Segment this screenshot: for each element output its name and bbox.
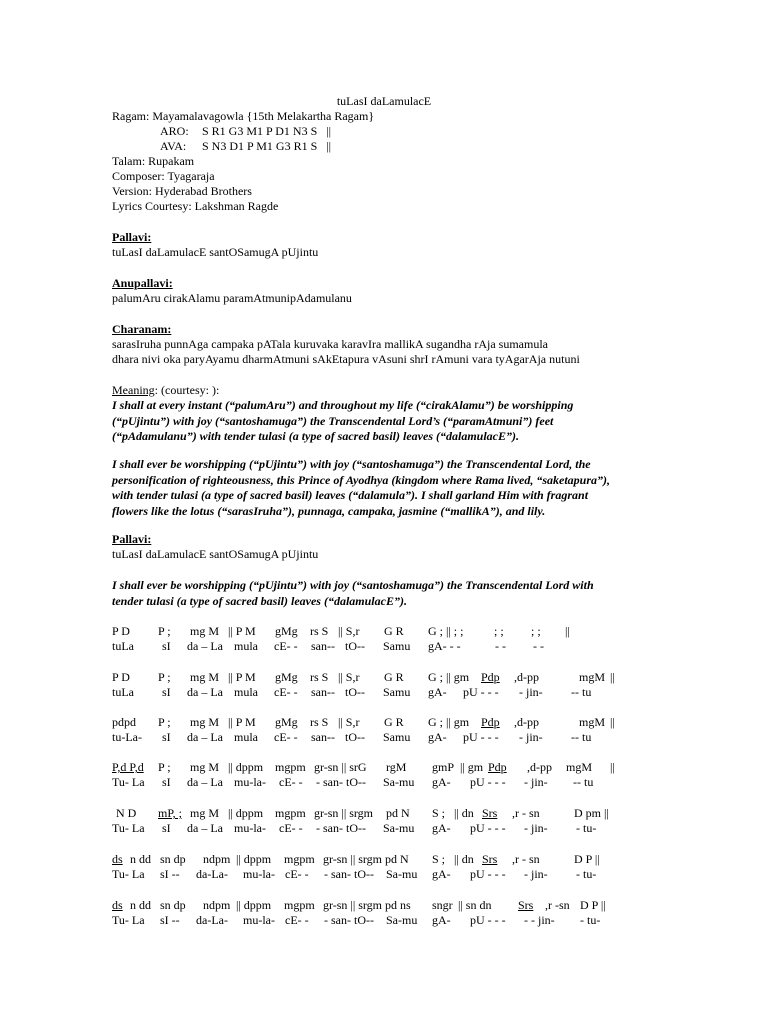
swara-cell: gMg [275, 670, 298, 684]
anupallavi-heading: Anupallavi: [112, 276, 173, 290]
notation-swara-row [0, 670, 768, 685]
swara-cell: rs S [310, 715, 329, 729]
swara-cell: sn dp [160, 852, 186, 866]
swara-cell: P ; [158, 624, 171, 638]
sahitya-cell: - jin- [524, 775, 548, 789]
swara-cell: mgM [579, 715, 606, 729]
sahitya-cell: gA- [432, 867, 451, 881]
swara-cell: || gm [460, 760, 484, 774]
pallavi-repeat-heading: Pallavi: [112, 532, 152, 546]
swara-cell: mg M [190, 670, 220, 684]
sahitya-cell: - jin- [524, 867, 548, 881]
swara-cell: Srs [482, 852, 498, 866]
swara-cell: N D [116, 806, 137, 820]
sahitya-cell: da-La- [196, 867, 228, 881]
meaning-label: Meaning [112, 383, 155, 397]
swara-cell: || P M [228, 715, 256, 729]
notation-swara-row [0, 806, 768, 821]
notation-swara-row [0, 715, 768, 730]
sahitya-cell: pU - - - [470, 821, 506, 835]
sahitya-cell: Sa-mu [383, 775, 415, 789]
composer-line: Composer: Tyagaraja [112, 169, 215, 183]
notation-sahitya-row [0, 821, 768, 836]
swara-cell: sngr [432, 898, 453, 912]
notation-sahitya-row [0, 775, 768, 790]
pallavi-line: tuLasI daLamulacE santOSamugA pUjintu [112, 245, 319, 259]
swara-cell: mg M [190, 806, 220, 820]
sahitya-cell: da – La [187, 775, 223, 789]
swara-cell: S ; [432, 852, 446, 866]
swara-cell: mg M [190, 760, 220, 774]
sahitya-cell: Samu [383, 639, 411, 653]
notation-sahitya-row [0, 867, 768, 882]
swara-cell: pdpd [112, 715, 136, 729]
sahitya-cell: - san- tO-- [324, 867, 374, 881]
swara-cell: ; ; [494, 624, 504, 638]
sahitya-cell: da – La [187, 639, 223, 653]
sahitya-cell: cE- - [285, 913, 309, 927]
sahitya-cell: san-- [311, 639, 335, 653]
swara-cell: || S,r [338, 670, 360, 684]
swara-cell: P ; [158, 715, 171, 729]
swara-cell: D pm || [574, 806, 609, 820]
sahitya-cell: - - jin- [524, 913, 555, 927]
sahitya-cell: sI [162, 639, 171, 653]
pallavi-repeat-line: tuLasI daLamulacE santOSamugA pUjintu [112, 547, 319, 561]
swara-cell: || dn [454, 806, 474, 820]
sahitya-cell: pU - - - [463, 685, 499, 699]
swara-cell: pd N [386, 806, 410, 820]
sahitya-cell: Tu- La [112, 775, 145, 789]
version-line: Version: Hyderabad Brothers [112, 184, 252, 198]
avarohanam-line [112, 139, 374, 154]
lyrics-courtesy-line: Lyrics Courtesy: Lakshman Ragde [112, 199, 279, 213]
sahitya-cell: tu-La- [112, 730, 142, 744]
arohanam-line [112, 124, 374, 139]
swara-cell: G ; || gm [428, 715, 470, 729]
sahitya-cell: - san- tO-- [324, 913, 374, 927]
swara-cell: rgM [386, 760, 407, 774]
swara-cell: ,r - sn [512, 806, 540, 820]
sahitya-cell: - san- tO-- [316, 821, 366, 835]
sahitya-cell: Sa-mu [386, 867, 418, 881]
swara-cell: gMg [275, 715, 298, 729]
sahitya-cell: cE- - [274, 685, 298, 699]
sahitya-cell: cE- - [274, 730, 298, 744]
swara-cell: mgpm [275, 806, 306, 820]
swara-cell: || [610, 760, 615, 774]
meaning-paragraph-2: I shall ever be worshipping (“pUjintu”) with joy (“santoshamuga”) the Transcendental Lord, the personification of righteousness, this Prince of Ayodhya (kingdom where Rama lived, “saketapura”), with tender tulasi (a type of sacred basil) leaves (“dalamula”). I shall garland Him with fragrant flowers like the lotus (“sarasIruha”), punnaga, campaka, jasmine (“mallikA”), and lily. [112, 457, 611, 518]
sahitya-cell: mu-la- [234, 775, 266, 789]
aro-value: S R1 G3 M1 P D1 N3 S || [202, 124, 332, 138]
swara-cell: gr-sn || srgm pd N [323, 852, 409, 866]
sahitya-cell: pU - - - [463, 730, 499, 744]
aro-label: ARO: [160, 124, 189, 138]
swara-cell: || dppm [236, 852, 272, 866]
sahitya-cell: Tu- La [112, 913, 145, 927]
sahitya-cell: cE- - [279, 821, 303, 835]
swara-cell: mgM [566, 760, 593, 774]
swara-cell: || sn dn [458, 898, 492, 912]
sahitya-cell: da – La [187, 821, 223, 835]
meaning-courtesy: : (courtesy: ): [154, 383, 220, 397]
notation-sahitya-row [0, 913, 768, 928]
swara-cell: || dn [454, 852, 474, 866]
swara-cell: ndpm [203, 852, 231, 866]
swara-cell: ,d-pp [514, 715, 539, 729]
swara-cell: ,r - sn [512, 852, 540, 866]
swara-cell: ds [112, 898, 123, 912]
sahitya-cell: - san- tO-- [316, 775, 366, 789]
swara-cell: G ; || ; ; [428, 624, 464, 638]
swara-cell: || dppm [236, 898, 272, 912]
ava-label: AVA: [160, 139, 187, 153]
swara-cell: P,d P,d [112, 760, 144, 774]
sahitya-cell: mula [234, 639, 258, 653]
swara-cell: P D [112, 670, 130, 684]
swara-cell: ,r -sn [545, 898, 570, 912]
sahitya-cell: pU - - - [470, 867, 506, 881]
swara-cell: ndpm [203, 898, 231, 912]
notation-sahitya-row [0, 730, 768, 745]
sahitya-cell: gA- - - [428, 639, 461, 653]
swara-cell: G R [384, 624, 404, 638]
swara-cell: mgpm [275, 760, 306, 774]
notation-swara-row [0, 898, 768, 913]
ragam-line: Ragam: Mayamalavagowla {15th Melakartha Ragam} [112, 109, 375, 123]
swara-cell: rs S [310, 624, 329, 638]
swara-cell: Pdp [488, 760, 507, 774]
sahitya-cell: gA- [428, 730, 447, 744]
swara-cell: gMg [275, 624, 298, 638]
swara-cell: mg M [190, 715, 220, 729]
swara-cell: n dd [130, 898, 151, 912]
sahitya-cell: mu-la- [243, 867, 275, 881]
swara-cell: gr-sn || srgm pd ns [323, 898, 411, 912]
swara-cell: P ; [158, 760, 171, 774]
swara-cell: sn dp [160, 898, 186, 912]
sahitya-cell: - tu- [576, 867, 597, 881]
swara-cell: || P M [228, 624, 256, 638]
sahitya-cell: -- tu [571, 730, 592, 744]
pallavi-meaning-paragraph: I shall ever be worshipping (“pUjintu”) with joy (“santoshamuga”) the Transcendental Lord with tender tulasi (a type of sacred basil) leaves (“dalamulacE”). [112, 578, 594, 608]
swara-cell: || dppm [228, 806, 264, 820]
swara-cell: mgpm [284, 852, 315, 866]
sahitya-cell: sI [162, 730, 171, 744]
sahitya-cell: sI [162, 685, 171, 699]
charanam-line-2: dhara nivi oka paryAyamu dharmAtmuni sAkEtapura vAsuni shrI rAmuni vara tyAgarAja nutuni [112, 352, 580, 366]
swara-cell: || dppm [228, 760, 264, 774]
sahitya-cell: sI -- [160, 913, 180, 927]
sahitya-cell: pU - - - [470, 775, 506, 789]
sahitya-cell: Tu- La [112, 821, 145, 835]
swara-cell: P D [112, 624, 130, 638]
sahitya-cell: -- tu [571, 685, 592, 699]
sahitya-cell: - jin- [519, 730, 543, 744]
charanam-heading: Charanam: [112, 322, 172, 336]
sahitya-cell: - jin- [524, 821, 548, 835]
sahitya-cell: - jin- [519, 685, 543, 699]
swara-cell: gmP [432, 760, 455, 774]
sahitya-cell: gA- [432, 821, 451, 835]
sahitya-cell: tuLa [112, 639, 134, 653]
sahitya-cell: - tu- [580, 913, 601, 927]
swara-cell: ds [112, 852, 123, 866]
notation-sahitya-row [0, 639, 768, 654]
sahitya-cell: mula [234, 730, 258, 744]
swara-cell: ,d-pp [527, 760, 552, 774]
sahitya-cell: Samu [383, 685, 411, 699]
sahitya-cell: gA- [432, 913, 451, 927]
song-metadata [112, 109, 374, 214]
sahitya-cell: Sa-mu [383, 821, 415, 835]
song-title: tuLasI daLamulacE [336, 94, 432, 108]
anupallavi-line: palumAru cirakAlamu paramAtmunipAdamulanu [112, 291, 352, 305]
sahitya-cell: cE- - [274, 639, 298, 653]
sahitya-cell: mula [234, 685, 258, 699]
sahitya-cell: da – La [187, 730, 223, 744]
swara-cell: D P || [574, 852, 600, 866]
swara-cell: mP, ; [158, 806, 183, 820]
sahitya-cell: - tu- [576, 821, 597, 835]
sahitya-cell: pU - - - [470, 913, 506, 927]
swara-cell: G ; || gm [428, 670, 470, 684]
swara-cell: mg M [190, 624, 220, 638]
charanam-line-1: sarasIruha punnAga campaka pATala kuruvaka karavIra mallikA sugandha rAja sumamula [112, 337, 549, 351]
sahitya-cell: - - [495, 639, 506, 653]
swara-cell: Pdp [481, 670, 500, 684]
sahitya-cell: da – La [187, 685, 223, 699]
swara-cell: gr-sn || srgm [314, 806, 374, 820]
swara-cell: S ; [432, 806, 446, 820]
sahitya-cell: - - [533, 639, 544, 653]
sahitya-cell: Sa-mu [386, 913, 418, 927]
swara-cell: Srs [518, 898, 534, 912]
sahitya-cell: tO-- [345, 685, 365, 699]
sahitya-cell: mu-la- [234, 821, 266, 835]
sahitya-cell: gA- [428, 685, 447, 699]
swara-cell: P ; [158, 670, 171, 684]
swara-cell: || P M [228, 670, 256, 684]
sahitya-cell: tuLa [112, 685, 134, 699]
swara-cell: mgM [579, 670, 606, 684]
notation-swara-row [0, 760, 768, 775]
sahitya-cell: sI -- [160, 867, 180, 881]
sahitya-cell: Tu- La [112, 867, 145, 881]
talam-line: Talam: Rupakam [112, 154, 195, 168]
swara-cell: || [565, 624, 570, 638]
swara-cell: G R [384, 715, 404, 729]
sahitya-cell: tO-- [345, 730, 365, 744]
sahitya-cell: Samu [383, 730, 411, 744]
swara-cell: gr-sn || srG [314, 760, 367, 774]
swara-cell: n dd [130, 852, 151, 866]
swara-cell: Srs [482, 806, 498, 820]
notation-swara-row [0, 852, 768, 867]
sahitya-cell: san-- [311, 730, 335, 744]
sahitya-cell: sI [162, 821, 171, 835]
swara-cell: D P || [580, 898, 606, 912]
swara-cell: rs S [310, 670, 329, 684]
sahitya-cell: cE- - [279, 775, 303, 789]
meaning-heading [112, 383, 219, 398]
ava-value: S N3 D1 P M1 G3 R1 S || [202, 139, 332, 153]
sahitya-cell: cE- - [285, 867, 309, 881]
swara-cell: || S,r [338, 715, 360, 729]
sahitya-cell: -- tu [573, 775, 594, 789]
swara-cell: || S,r [338, 624, 360, 638]
sahitya-cell: mu-la- [243, 913, 275, 927]
notation-sahitya-row [0, 685, 768, 700]
sahitya-cell: tO-- [345, 639, 365, 653]
swara-cell: || [610, 670, 615, 684]
swara-cell: ,d-pp [514, 670, 539, 684]
swara-cell: ; ; [531, 624, 541, 638]
swara-cell: || [610, 715, 615, 729]
notation-swara-row [0, 624, 768, 639]
swara-cell: Pdp [481, 715, 500, 729]
sahitya-cell: sI [162, 775, 171, 789]
pallavi-heading: Pallavi: [112, 230, 152, 244]
swara-cell: G R [384, 670, 404, 684]
sahitya-cell: gA- [432, 775, 451, 789]
sahitya-cell: da-La- [196, 913, 228, 927]
swara-cell: mgpm [284, 898, 315, 912]
sahitya-cell: san-- [311, 685, 335, 699]
meaning-paragraph-1: I shall at every instant (“palumAru”) and throughout my life (“cirakAlamu”) be worshipping (“pUjintu”) with joy (“santoshamuga”) the Transcendental Lord’s (“paramAtmuni”) feet (“pAdamulanu”) with tender tulasi (a type of sacred basil) leaves (“dalamulacE”). [112, 398, 574, 443]
